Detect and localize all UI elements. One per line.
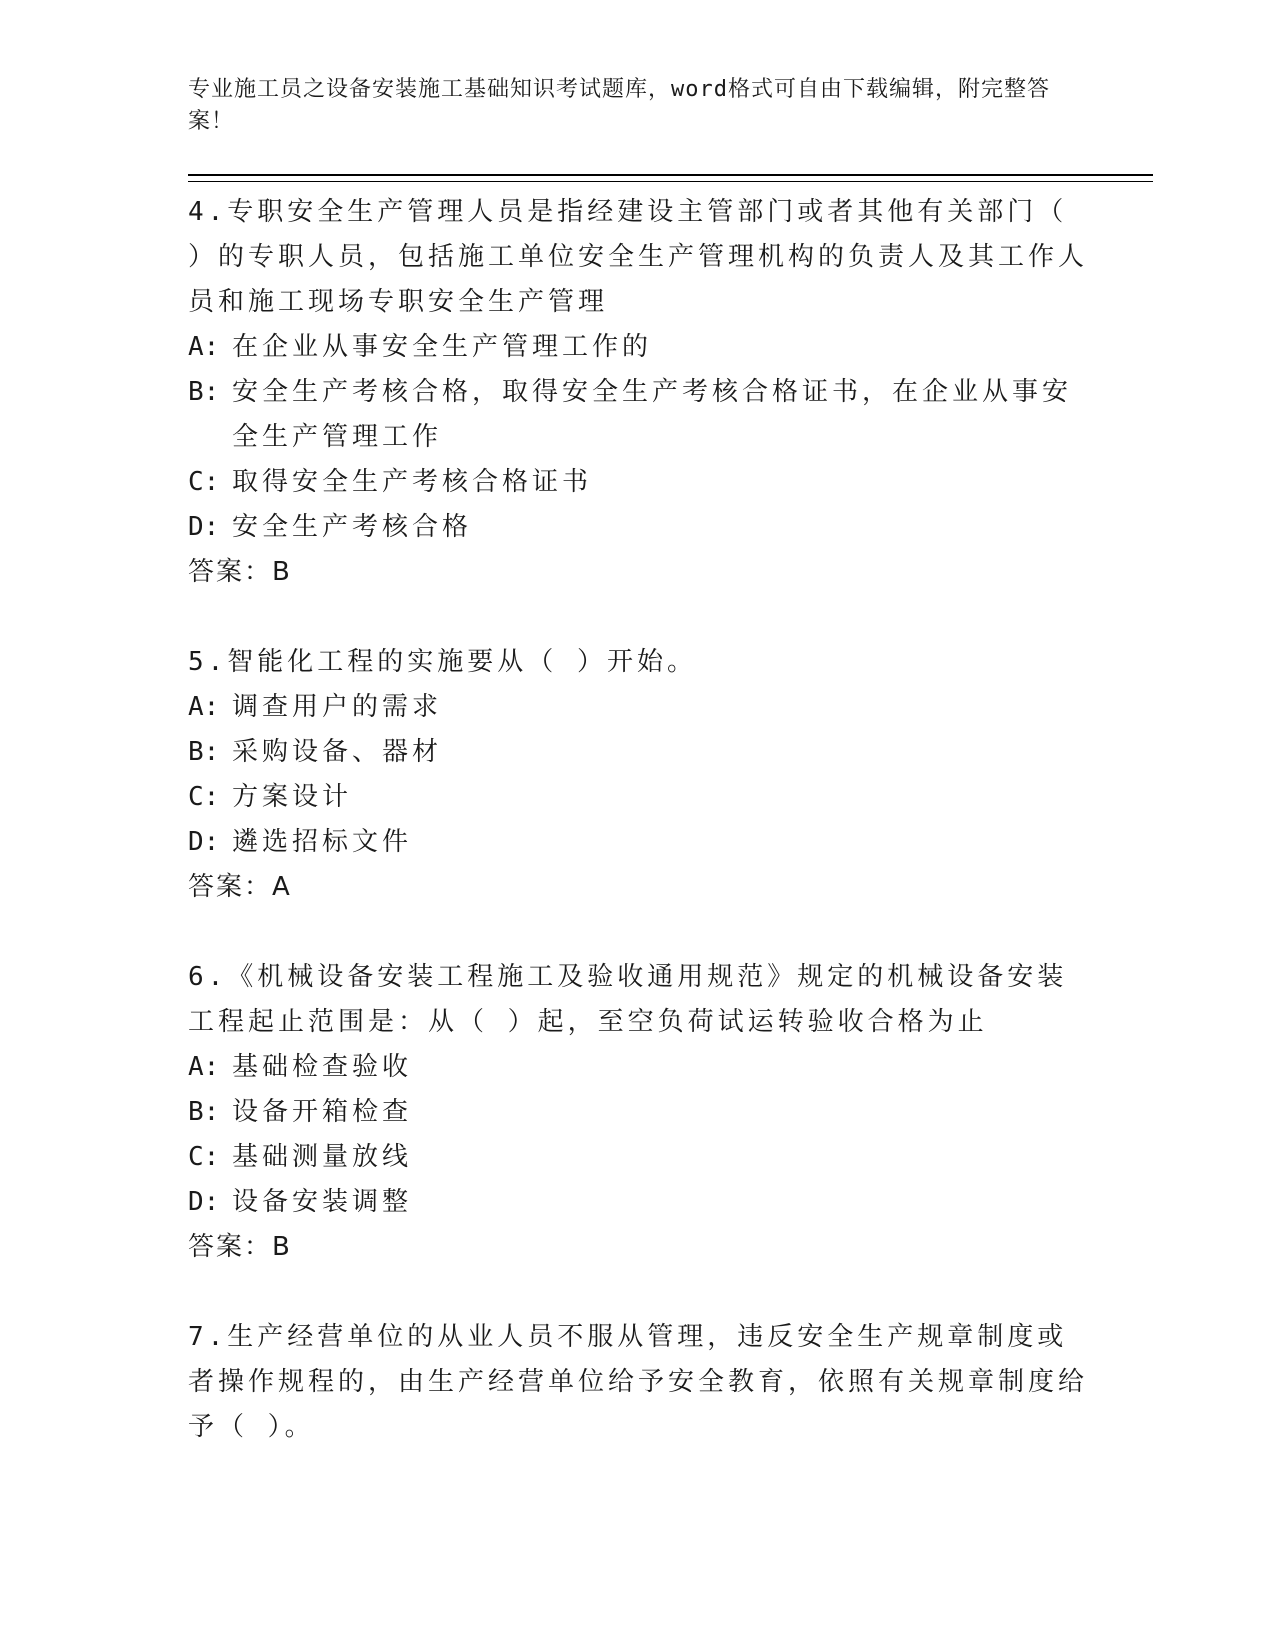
question-4 <box>188 190 1088 595</box>
option-text: 设备安装调整 <box>232 1187 413 1217</box>
option-a <box>188 1045 1088 1090</box>
option-text: 取得安全生产考核合格证书 <box>232 467 593 497</box>
answer-line <box>188 865 1088 910</box>
answer-value: B <box>272 1232 291 1262</box>
question-stem: 6.《机械设备安装工程施工及验收通用规范》规定的机械设备安装工程起止范围是：从（ ）起，至空负荷试运转验收合格为止 <box>188 962 1068 1037</box>
question-stem: 5.智能化工程的实施要从（ ）开始。 <box>188 647 697 677</box>
option-letter: D: <box>188 827 220 857</box>
option-text: 安全生产考核合格，取得安全生产考核合格证书，在企业从事安全生产管理工作 <box>232 377 1073 452</box>
question-5 <box>188 640 1088 910</box>
option-letter: C: <box>188 467 220 497</box>
option-letter: D: <box>188 512 220 542</box>
option-letter: D: <box>188 1187 220 1217</box>
option-b <box>188 1090 1088 1135</box>
question-stem: 4.专职安全生产管理人员是指经建设主管部门或者其他有关部门（ ）的专职人员，包括施工单位安全生产管理机构的负责人及其工作人员和施工现场专职安全生产管理 <box>188 197 1089 317</box>
option-letter: C: <box>188 782 220 812</box>
answer-line <box>188 1225 1088 1270</box>
option-letter: A: <box>188 332 220 362</box>
option-letter: B: <box>188 1097 220 1127</box>
answer-label: 答案： <box>188 1232 273 1262</box>
option-text: 设备开箱检查 <box>232 1097 413 1127</box>
option-text: 调查用户的需求 <box>232 692 443 722</box>
option-text: 遴选招标文件 <box>232 827 413 857</box>
option-d <box>188 505 1088 550</box>
option-a <box>188 325 1088 370</box>
option-text: 方案设计 <box>232 782 353 812</box>
header-divider-thin <box>188 181 1153 182</box>
header-divider <box>188 174 1153 176</box>
option-letter: A: <box>188 1052 220 1082</box>
option-letter: C: <box>188 1142 220 1172</box>
question-list <box>188 190 1088 1450</box>
option-letter: B: <box>188 377 220 407</box>
answer-label: 答案： <box>188 557 273 587</box>
question-stem: 7.生产经营单位的从业人员不服从管理，违反安全生产规章制度或者操作规程的，由生产经营单位给予安全教育，依照有关规章制度给予（ ）。 <box>188 1322 1089 1442</box>
option-text: 安全生产考核合格 <box>232 512 473 542</box>
option-text: 采购设备、器材 <box>232 737 443 767</box>
option-b <box>188 730 1088 775</box>
question-6 <box>188 955 1088 1270</box>
option-text: 基础测量放线 <box>232 1142 413 1172</box>
option-d <box>188 820 1088 865</box>
option-text: 在企业从事安全生产管理工作的 <box>232 332 653 362</box>
answer-value: B <box>272 557 291 587</box>
option-c <box>188 1135 1088 1180</box>
option-a <box>188 685 1088 730</box>
option-c <box>188 460 1088 505</box>
option-letter: A: <box>188 692 220 722</box>
answer-label: 答案： <box>188 872 273 902</box>
option-b <box>188 370 1088 460</box>
option-text: 基础检查验收 <box>232 1052 413 1082</box>
answer-line <box>188 550 1088 595</box>
document-header: 专业施工员之设备安装施工基础知识考试题库，word格式可自由下载编辑，附完整答案！ <box>188 77 1050 134</box>
question-7 <box>188 1315 1088 1450</box>
option-d <box>188 1180 1088 1225</box>
answer-value: A <box>272 872 291 902</box>
option-c <box>188 775 1088 820</box>
option-letter: B: <box>188 737 220 767</box>
